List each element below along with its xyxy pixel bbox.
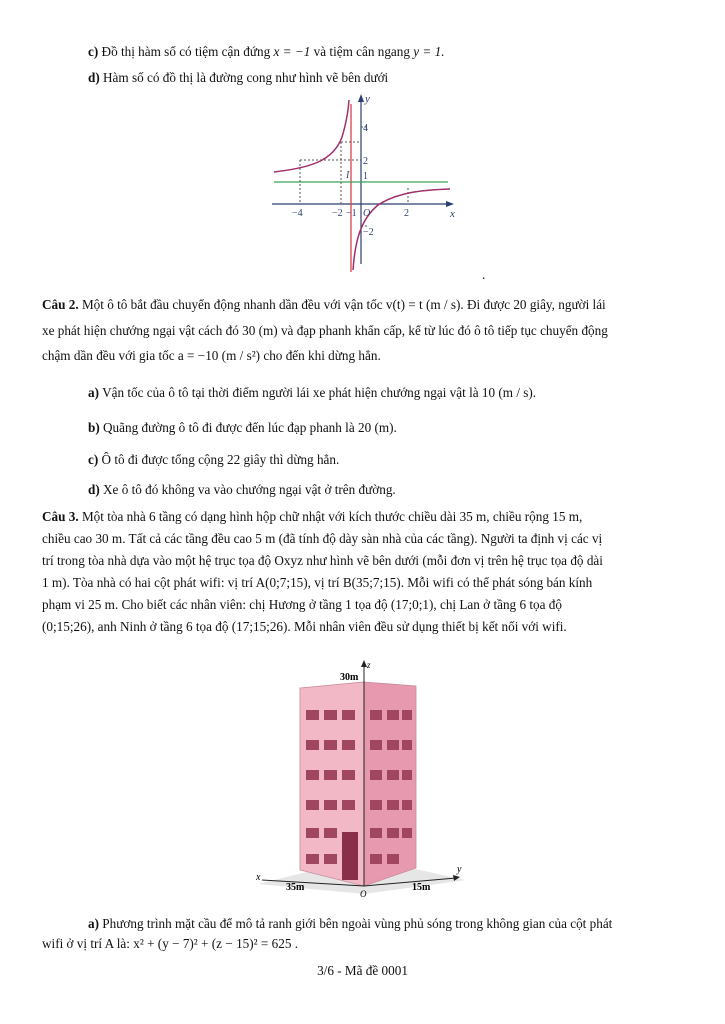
- y-tick-4: 4: [363, 123, 368, 134]
- x-axis-arrow: [446, 201, 454, 207]
- q3-line-5: phạm vi 25 m. Cho biết các nhân viên: chị Hương ở tầng 1 tọa độ (17;0;1), chị Lan ở tầng 6 tọa độ: [42, 597, 562, 612]
- q2-option-a: a) Vận tốc của ô tô tại thời điểm người lái xe phát hiện chướng ngại vật là 10 (m / s).: [88, 385, 537, 400]
- y-tick-2: 2: [363, 156, 368, 167]
- q2-line-2: xe phát hiện chướng ngại vật cách đó 30 (m) và đạp phanh khẩn cấp, kể từ lúc đó ô tô tiếp tục chuyển động: [42, 323, 608, 338]
- x-label: x: [256, 872, 261, 883]
- q3-option-a-line-1: a) Phương trình mặt cầu để mô tả ranh giới bên ngoài vùng phủ sóng trong không gian của cột phát: [88, 916, 613, 931]
- curve-left-branch: [274, 100, 349, 172]
- origin-label: O: [363, 208, 371, 219]
- q2-option-d: d) Xe ô tô đó không va vào chướng ngại vật ở trên đường.: [88, 482, 396, 497]
- q2-line-1: Câu 2. Một ô tô bắt đầu chuyển động nhanh dần đều với vận tốc v(t) = t (m / s). Đi được 20 giây, người lái: [42, 297, 606, 312]
- y-axis-label: y: [365, 93, 370, 105]
- building-illustration: [254, 658, 469, 898]
- width-label: 15m: [412, 882, 431, 893]
- y-label: y: [457, 864, 462, 875]
- q2-line-3: chậm dần đều với gia tốc a = −10 (m / s²) cho đến khi dừng hẳn.: [42, 348, 381, 363]
- part-c: c) Đồ thị hàm số có tiệm cận đứng x = −1 và tiệm cân ngang y = 1.: [88, 44, 445, 59]
- q3-line-4: 1 m). Tòa nhà có hai cột phát wifi: vị trí A(0;7;15), vị trí B(35;7;15). Mỗi wifi có thể phát sóng bán kính: [42, 575, 593, 590]
- q3-line-1: Câu 3. Một tòa nhà 6 tầng có dạng hình hộp chữ nhật với kích thước chiều dài 35 m, chiều rộng 15 m,: [42, 509, 583, 524]
- function-graph: [268, 92, 468, 272]
- x-tick-neg4: −4: [292, 208, 303, 219]
- q3-line-2: chiều cao 30 m. Tất cả các tầng đều cao 5 m (đã tính độ dày sàn nhà của các tầng). Người ta định vị các vị: [42, 531, 603, 546]
- building-door: [342, 832, 358, 880]
- y-tick-1: 1: [363, 171, 368, 182]
- x-tick-neg1: −1: [346, 208, 357, 219]
- length-label: 35m: [286, 882, 305, 893]
- y-axis-arrow: [358, 94, 364, 102]
- q2-option-c: c) Ô tô đi được tổng cộng 22 giây thì dừng hẳn.: [88, 452, 340, 467]
- q2-option-b: b) Quãng đường ô tô đi được đến lúc đạp phanh là 20 (m).: [88, 420, 397, 435]
- stray-dot: .: [482, 267, 486, 282]
- x-tick-2: 2: [404, 208, 409, 219]
- q3-option-a-line-2: wifi ở vị trí A là: x² + (y − 7)² + (z − 15)² = 625 .: [42, 936, 299, 951]
- origin-label-3d: O: [360, 889, 367, 898]
- part-d: d) Hàm số có đồ thị là đường cong như hình vẽ bên dưới: [88, 70, 389, 85]
- curve-label: I: [346, 170, 350, 181]
- q3-line-6: (0;15;26), anh Ninh ở tầng 6 tọa độ (17;15;26). Mỗi nhân viên đều sử dụng thiết bị kết nối với wifi.: [42, 619, 567, 634]
- y-tick-neg2: −2: [363, 227, 374, 238]
- page-footer: 3/6 - Mã đề 0001: [317, 963, 408, 978]
- z-label: z: [367, 660, 371, 670]
- height-label: 30m: [340, 672, 359, 683]
- x-tick-neg2: −2: [332, 208, 343, 219]
- q3-line-3: trí trong tòa nhà dựa vào một hệ trục tọa độ Oxyz như hình vẽ bên dưới (mỗi đơn vị trên hệ trục tọa độ dài: [42, 553, 603, 568]
- x-axis-label: x: [450, 208, 455, 220]
